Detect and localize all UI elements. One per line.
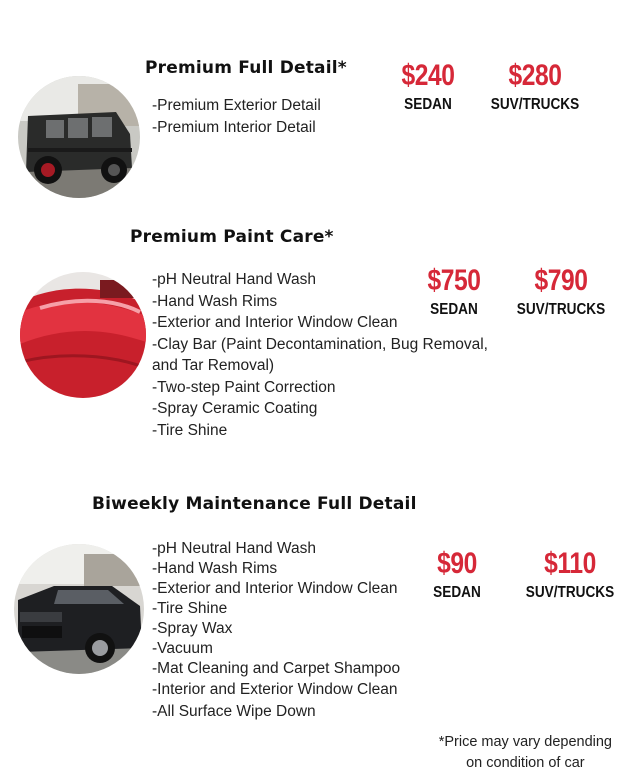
list-item: -Spray Wax	[152, 620, 233, 637]
package-title: Biweekly Maintenance Full Detail	[92, 494, 417, 514]
price-sedan	[418, 265, 490, 319]
list-item: -Interior and Exterior Window Clean	[152, 681, 398, 698]
list-item: and Tar Removal)	[152, 357, 275, 374]
disclaimer-line: on condition of car	[466, 755, 585, 771]
price-amount: $90	[437, 547, 477, 580]
list-item: -pH Neutral Hand Wash	[152, 271, 316, 288]
package-title: Premium Paint Care*	[130, 227, 334, 247]
red-car-hood-photo	[20, 272, 146, 398]
list-item: -Hand Wash Rims	[152, 292, 278, 310]
list-item: -Tire Shine	[152, 421, 228, 439]
price-suv	[480, 60, 590, 114]
price-suv	[505, 265, 617, 319]
price-sedan	[426, 548, 488, 602]
vehicle-label: SUV/TRUCKS	[525, 584, 615, 601]
price-amount: $280	[508, 59, 562, 92]
red-car-hood-icon	[20, 272, 146, 398]
black-suv-photo	[18, 76, 140, 198]
list-item: -Premium Interior Detail	[152, 118, 316, 136]
list-item: -Exterior and Interior Window Clean	[152, 580, 398, 597]
black-suv-icon	[18, 76, 140, 198]
vehicle-label: SEDAN	[433, 584, 481, 601]
price-disclaimer	[439, 732, 612, 774]
black-sedan-photo	[14, 544, 144, 674]
list-item: -Clay Bar (Paint Decontamination, Bug Removal,	[152, 335, 488, 353]
feature-list	[152, 539, 400, 724]
list-item: -All Surface Wipe Down	[152, 703, 316, 720]
price-amount: $110	[544, 547, 596, 580]
price-suv	[514, 548, 626, 602]
price-sedan	[392, 60, 464, 114]
feature-list	[152, 95, 321, 138]
vehicle-label: SEDAN	[404, 96, 452, 113]
price-amount: $240	[401, 59, 455, 92]
list-item: -pH Neutral Hand Wash	[152, 540, 316, 557]
price-amount: $790	[534, 264, 588, 297]
list-item: -Two-step Paint Correction	[152, 378, 336, 396]
package-title: Premium Full Detail*	[145, 58, 347, 78]
vehicle-label: SUV/TRUCKS	[490, 96, 580, 113]
list-item: -Mat Cleaning and Carpet Shampoo	[152, 660, 401, 677]
list-item: -Vacuum	[152, 640, 213, 657]
vehicle-label: SUV/TRUCKS	[516, 301, 606, 318]
disclaimer-line: *Price may vary depending	[438, 734, 612, 750]
black-sedan-icon	[14, 544, 144, 674]
list-item: -Spray Ceramic Coating	[152, 400, 318, 417]
vehicle-label: SEDAN	[430, 301, 478, 318]
list-item: -Exterior and Interior Window Clean	[152, 314, 398, 331]
list-item: -Tire Shine	[152, 600, 228, 617]
list-item: -Hand Wash Rims	[152, 560, 278, 577]
list-item: -Premium Exterior Detail	[152, 97, 321, 114]
price-amount: $750	[427, 264, 481, 297]
